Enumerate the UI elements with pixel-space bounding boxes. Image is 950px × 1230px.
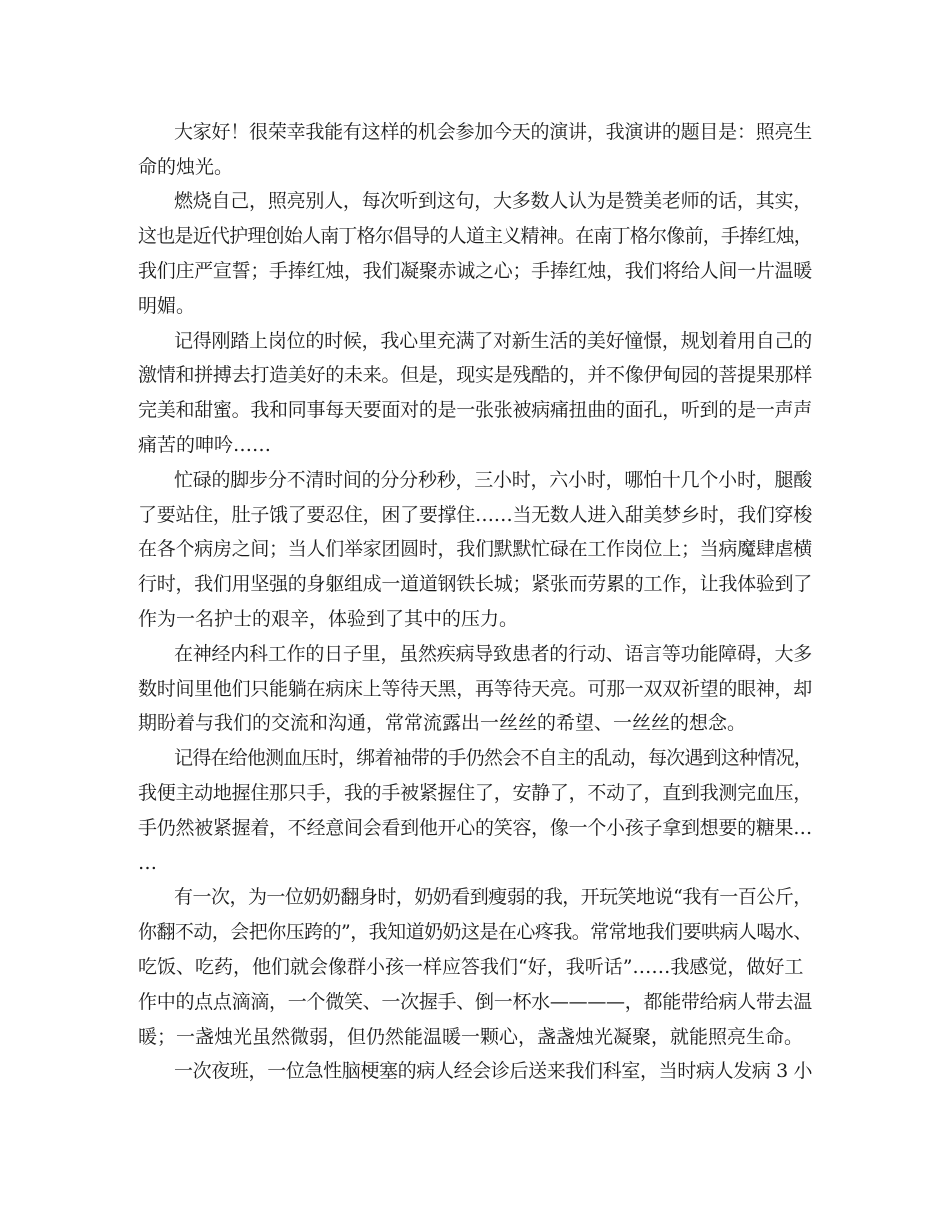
text-line: 数时间里他们只能躺在病床上等待天黑，再等待天亮。可那一双双祈望的眼神，却: [138, 678, 813, 700]
text-line: …: [138, 852, 157, 874]
text-line: 有一次，为一位奶奶翻身时，奶奶看到瘦弱的我，开玩笑地说“我有一百公斤，: [174, 886, 812, 908]
text-line: 大家好！很荣幸我能有这样的机会参加今天的演讲，我演讲的题目是：照亮生: [174, 121, 813, 143]
text-line: 作中的点点滴滴，一个微笑、一次握手、倒一杯水————，都能带给病人带去温: [138, 991, 813, 1013]
text-line: 作为一名护士的艰辛，体验到了其中的压力。: [138, 608, 519, 630]
text-line: 行时，我们用坚强的身躯组成一道道钢铁长城；紧张而劳累的工作，让我体验到了: [138, 573, 813, 595]
text-line: 忙碌的脚步分不清时间的分分秒秒，三小时，六小时，哪怕十几个小时，腿酸: [174, 469, 813, 491]
text-line: 一次夜班，一位急性脑梗塞的病人经会诊后送来我们科室，当时病人发病 3 小: [174, 1060, 813, 1082]
text-line: 暖；一盏烛光虽然微弱，但仍然能温暖一颗心，盏盏烛光凝聚，就能照亮生命。: [138, 1026, 804, 1048]
text-line: 燃烧自己，照亮别人，每次听到这句，大多数人认为是赞美老师的话，其实，: [174, 190, 813, 212]
text-line: 手仍然被紧握着，不经意间会看到他开心的笑容，像一个小孩子拿到想要的糖果…: [138, 817, 813, 839]
text-line: 明媚。: [138, 295, 196, 317]
text-line: 我便主动地握住那只手，我的手被紧握住了，安静了，不动了，直到我测完血压，: [138, 782, 813, 804]
text-line: 命的烛光。: [138, 156, 234, 178]
text-line: 这也是近代护理创始人南丁格尔倡导的人道主义精神。在南丁格尔像前，手捧红烛，: [138, 225, 813, 247]
text-line: 在各个病房之间；当人们举家团圆时，我们默默忙碌在工作岗位上；当病魔肆虐横: [138, 538, 813, 560]
text-line: 你翻不动，会把你压跨的”，我知道奶奶这是在心疼我。常常地我们要哄病人喝水、: [138, 921, 812, 943]
text-line: 完美和甜蜜。我和同事每天要面对的是一张张被病痛扭曲的面孔，听到的是一声声: [138, 399, 813, 421]
text-line: 在神经内科工作的日子里，虽然疾病导致患者的行动、语言等功能障碍，大多: [174, 643, 813, 665]
text-line: 吃饭、吃药，他们就会像群小孩一样应答我们“好，我听话”……我感觉，做好工: [138, 956, 804, 978]
text-line: 记得在给他测血压时，绑着袖带的手仍然会不自主的乱动，每次遇到这种情况，: [174, 747, 813, 769]
text-line: 我们庄严宣誓；手捧红烛，我们凝聚赤诚之心；手捧红烛，我们将给人间一片温暖: [138, 260, 813, 282]
text-line: 期盼着与我们的交流和沟通，常常流露出一丝丝的希望、一丝丝的想念。: [138, 712, 747, 734]
text-line: 激情和拼搏去打造美好的未来。但是，现实是残酷的，并不像伊甸园的菩提果那样: [138, 364, 813, 386]
text-line: 痛苦的呻吟……: [138, 434, 272, 456]
text-line: 记得刚踏上岗位的时候，我心里充满了对新生活的美好憧憬，规划着用自己的: [174, 330, 813, 352]
text-line: 了要站住，肚子饿了要忍住，困了要撑住……当无数人进入甜美梦乡时，我们穿梭: [138, 504, 813, 526]
